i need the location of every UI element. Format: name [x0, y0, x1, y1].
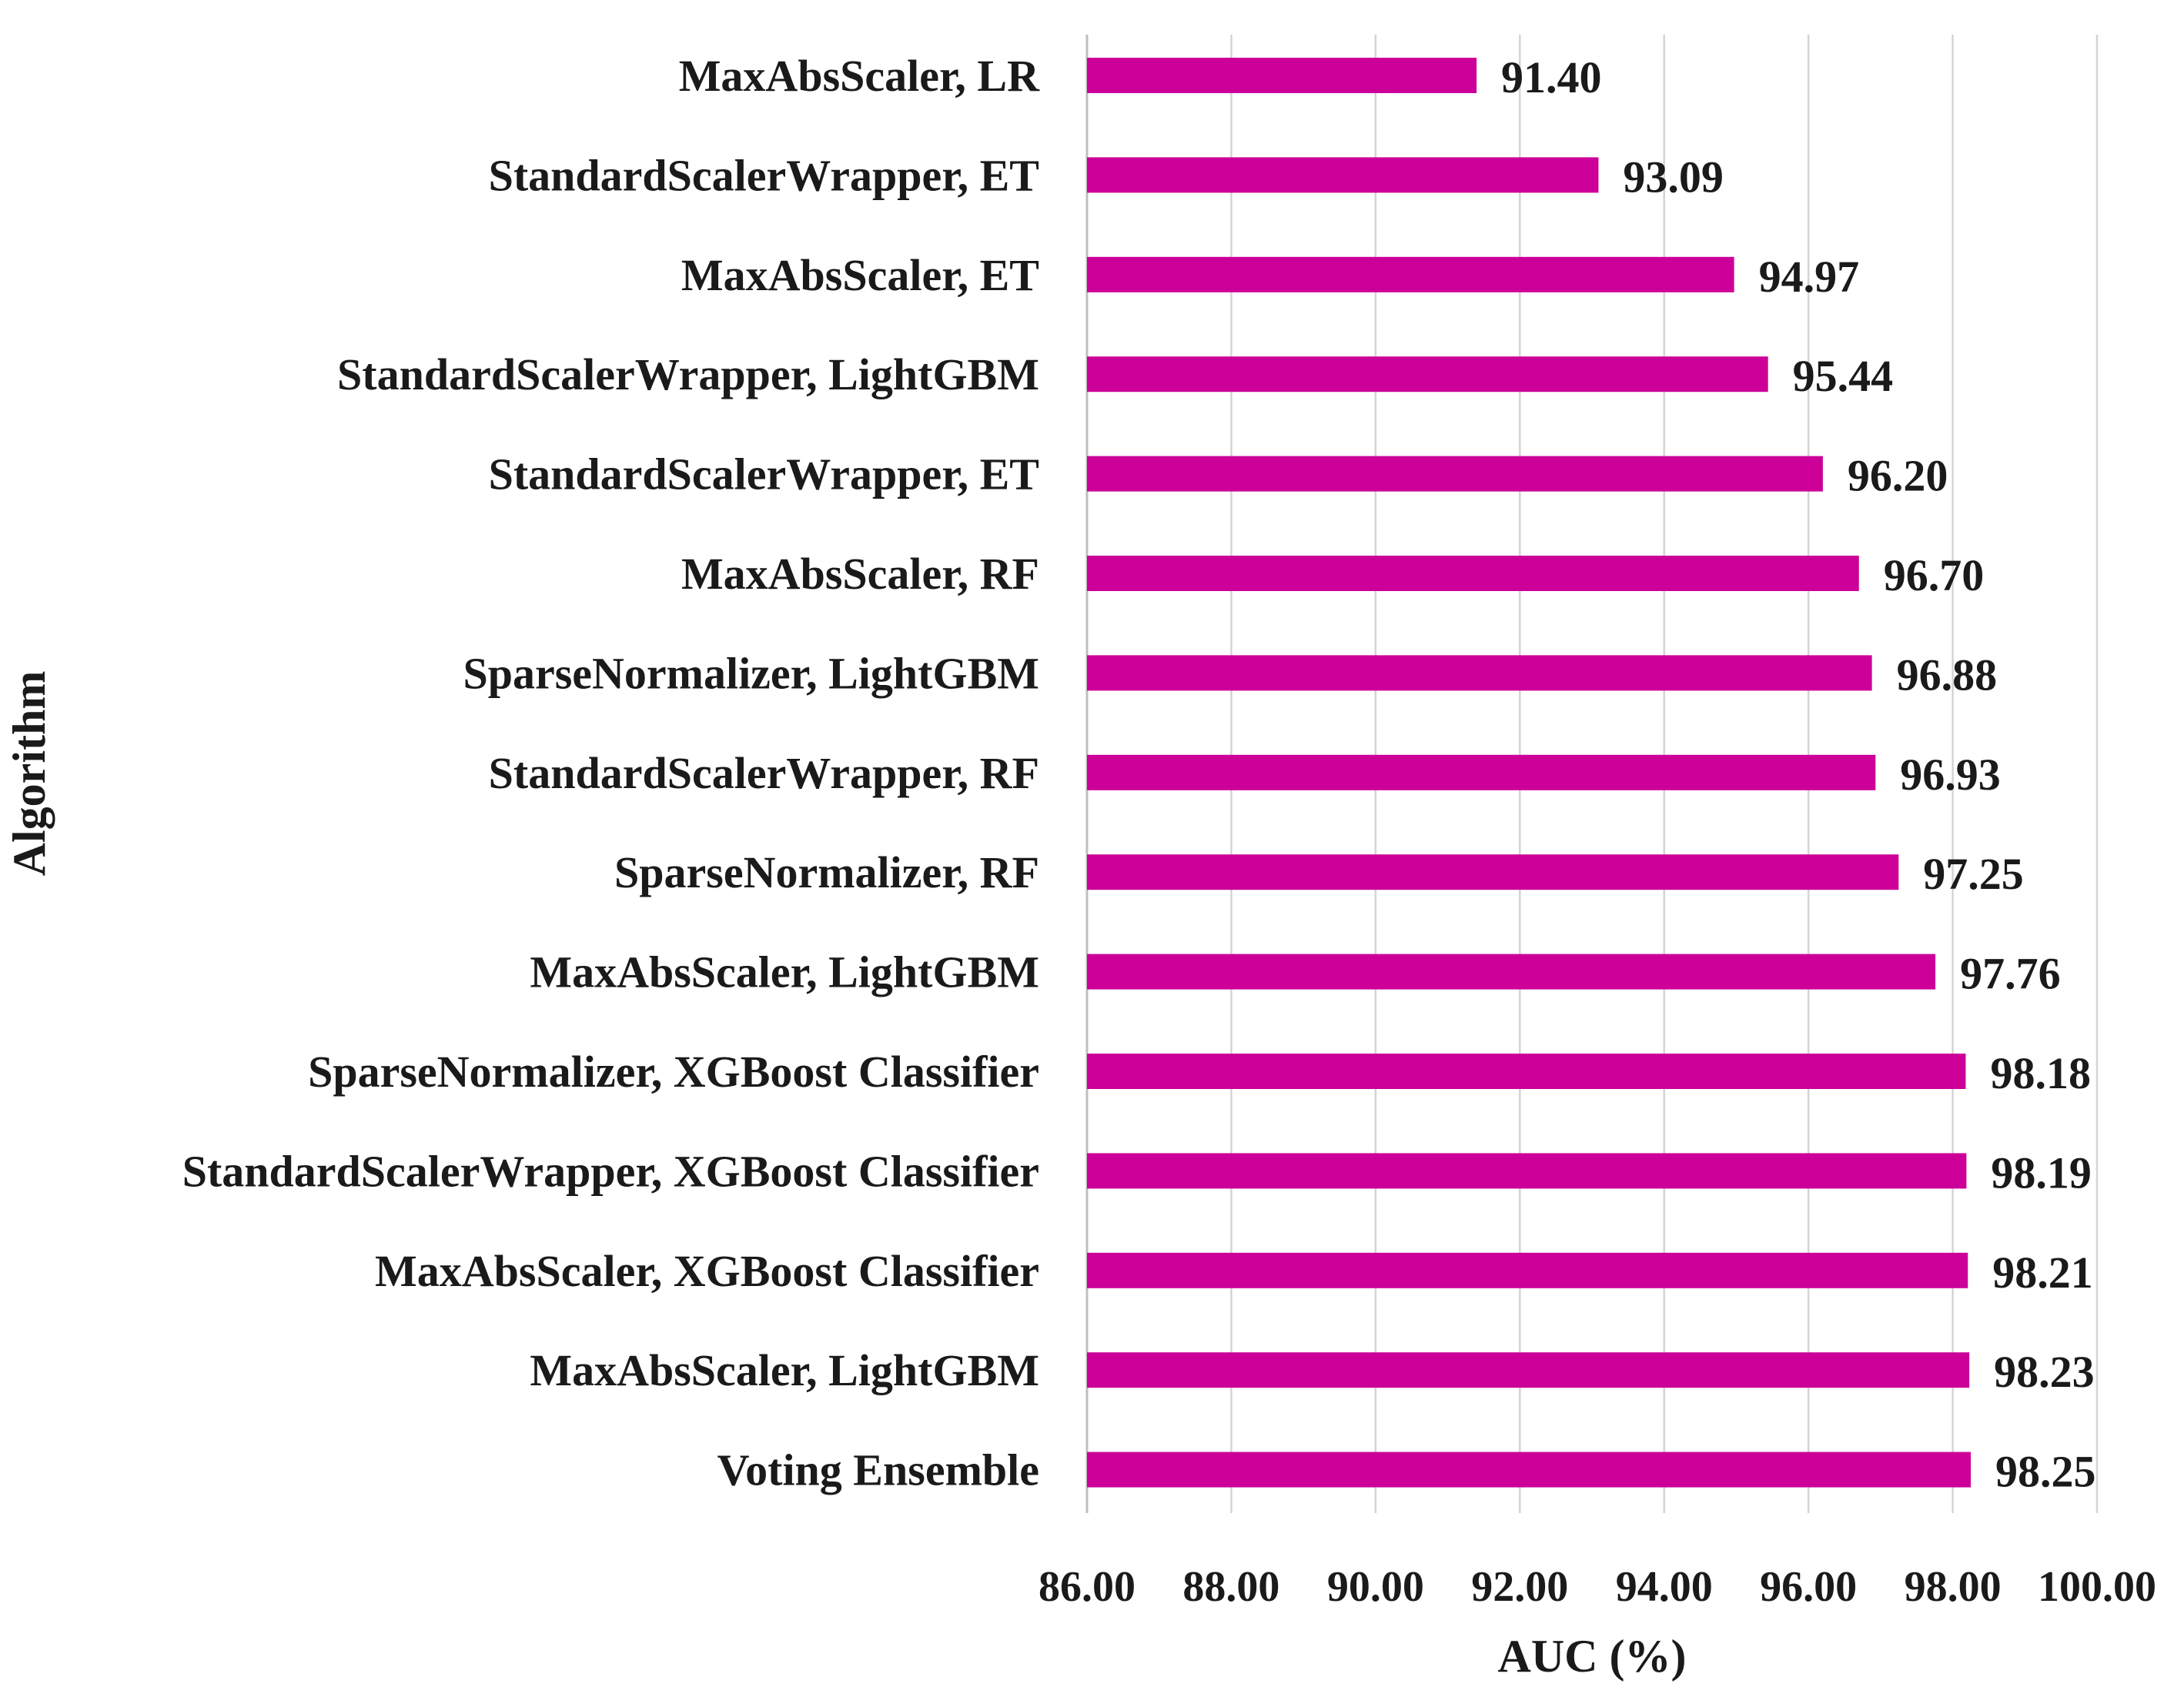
category-label: Voting Ensemble	[717, 1445, 1039, 1495]
bar	[1087, 157, 1598, 192]
data-label: 98.23	[1994, 1347, 2095, 1398]
x-axis-title: AUC (%)	[1497, 1631, 1687, 1682]
bar	[1087, 257, 1734, 292]
x-tick-label: 90.00	[1326, 1563, 1424, 1611]
category-label: MaxAbsScaler, LightGBM	[530, 947, 1039, 997]
bar	[1087, 954, 1935, 990]
data-label: 98.21	[1992, 1247, 2093, 1298]
category-label: SparseNormalizer, LightGBM	[463, 648, 1039, 699]
category-label: SparseNormalizer, XGBoost Classifier	[308, 1047, 1039, 1097]
bar	[1087, 456, 1823, 492]
x-tick-label: 92.00	[1471, 1563, 1569, 1611]
data-label: 97.76	[1960, 948, 2061, 999]
x-tick-label: 96.00	[1760, 1563, 1858, 1611]
bar	[1087, 1352, 1969, 1388]
bar	[1087, 1452, 1971, 1488]
data-label: 98.18	[1990, 1048, 2091, 1098]
x-tick-label: 98.00	[1904, 1563, 2002, 1611]
category-label: StandardScalerWrapper, RF	[488, 747, 1039, 798]
data-label: 93.09	[1623, 152, 1724, 202]
bar	[1087, 655, 1872, 690]
data-label: 97.25	[1923, 849, 2024, 900]
bar	[1087, 356, 1768, 392]
bar	[1087, 1253, 1968, 1288]
category-label: StandardScalerWrapper, ET	[488, 150, 1039, 201]
category-label: SparseNormalizer, RF	[614, 847, 1039, 898]
category-label: MaxAbsScaler, XGBoost Classifier	[375, 1245, 1039, 1296]
bar	[1087, 755, 1875, 790]
category-label: MaxAbsScaler, LR	[678, 51, 1039, 101]
x-tick-label: 88.00	[1182, 1563, 1280, 1611]
bar	[1087, 1054, 1965, 1089]
y-axis-title: Algorithm	[4, 670, 55, 877]
category-label: MaxAbsScaler, LightGBM	[530, 1345, 1039, 1396]
data-label: 94.97	[1758, 251, 1860, 302]
category-label: StandardScalerWrapper, LightGBM	[337, 349, 1039, 400]
x-tick-label: 94.00	[1615, 1563, 1713, 1611]
category-label: StandardScalerWrapper, ET	[488, 449, 1039, 499]
data-label: 95.44	[1792, 351, 1894, 402]
category-label: StandardScalerWrapper, XGBoost Classifier	[182, 1146, 1039, 1197]
bar	[1087, 1153, 1966, 1188]
x-tick-label: 100.00	[2038, 1563, 2156, 1611]
bar	[1087, 854, 1898, 890]
bar	[1087, 58, 1477, 93]
data-label: 96.88	[1896, 650, 1998, 700]
bar	[1087, 556, 1859, 591]
category-label: MaxAbsScaler, RF	[681, 549, 1039, 599]
x-tick-label: 86.00	[1038, 1563, 1135, 1611]
data-label: 96.70	[1883, 550, 1985, 600]
data-label: 91.40	[1501, 52, 1602, 102]
data-label: 98.25	[1995, 1446, 2096, 1497]
category-label: MaxAbsScaler, ET	[681, 249, 1039, 300]
data-label: 96.20	[1847, 450, 1948, 501]
data-label: 96.93	[1900, 749, 2001, 800]
data-label: 98.19	[1991, 1147, 2092, 1198]
